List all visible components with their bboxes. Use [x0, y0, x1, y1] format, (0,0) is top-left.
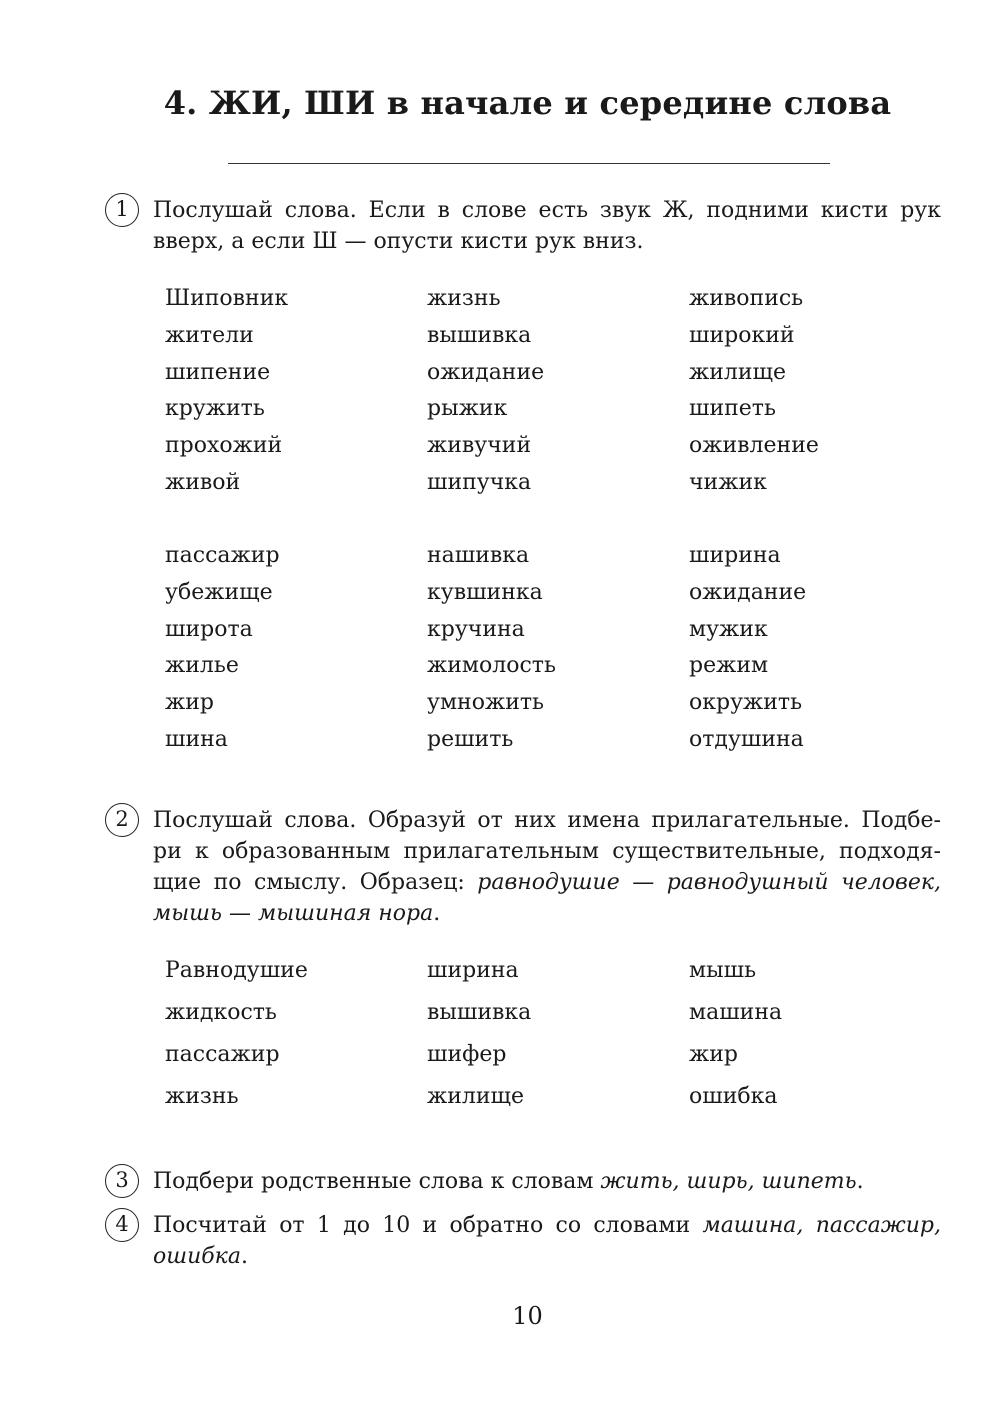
word: жимолость [427, 653, 556, 679]
word-column-2 [427, 281, 544, 502]
word: широкий [689, 322, 795, 348]
task-1-number: 1 [105, 193, 139, 227]
task-2-line-3 [153, 867, 941, 898]
word: жилище [427, 1084, 525, 1109]
word: шина [165, 726, 228, 752]
word: шипучка [427, 469, 532, 495]
word: жизнь [427, 286, 501, 311]
word: жидкость [165, 1000, 277, 1025]
word: ожидание [689, 579, 807, 605]
task-3-end: . [856, 1169, 864, 1194]
task-3-words: жить, ширь, шипеть [600, 1169, 857, 1194]
word: прохожий [165, 433, 283, 459]
word: жилье [165, 653, 239, 679]
title-divider [228, 163, 830, 164]
word: кручина [427, 616, 525, 642]
task-4-end: . [240, 1244, 248, 1269]
word: ожидание [427, 359, 545, 385]
word: шипеть [689, 396, 776, 422]
word: ширина [427, 958, 519, 983]
word-column-1 [165, 281, 288, 502]
word: машина [689, 1000, 783, 1025]
page-number: 10 [512, 1302, 543, 1330]
word: кувшинка [427, 579, 543, 605]
task-4-line-2 [153, 1241, 941, 1272]
task-2-line-3-start: щие по смыслу. Образец: [153, 870, 478, 895]
word: вышивка [427, 1000, 532, 1025]
task-4-instruction: Посчитай от 1 до 10 и обратно со словами [153, 1213, 703, 1238]
word: жир [689, 1042, 738, 1067]
word: мужик [689, 616, 768, 642]
task-3-number: 3 [105, 1164, 139, 1198]
word: окружить [689, 690, 803, 716]
word: широта [165, 616, 253, 642]
word: жизнь [165, 1084, 239, 1109]
word-column-3 [689, 538, 806, 759]
word: режим [689, 653, 769, 679]
word: Равнодушие [165, 958, 308, 983]
task-2-number: 2 [105, 803, 139, 837]
task-2-line-4-end: . [433, 901, 441, 926]
word: пассажир [165, 543, 280, 568]
word: оживление [689, 433, 819, 459]
word-column-1 [165, 538, 280, 759]
task-4-words: машина, пассажир, [702, 1213, 941, 1238]
task-1-line-2: вверх, а если Ш — опусти кисти рук вниз. [153, 229, 644, 254]
word-column-2 [427, 538, 556, 759]
word: ошибка [689, 1084, 778, 1109]
word: живучий [427, 433, 532, 459]
word: вышивка [427, 322, 532, 348]
task-4-number: 4 [105, 1208, 139, 1242]
word: жители [165, 322, 254, 348]
task-2-example-2: мышь — мышиная нора [153, 901, 434, 926]
word: жилище [689, 359, 787, 385]
word-column-3 [689, 281, 819, 502]
word: кружить [165, 396, 265, 422]
task-4-line-1 [153, 1210, 941, 1241]
task-2-text [153, 805, 941, 929]
task-4-text [153, 1210, 941, 1272]
task-4-words-2: ошибка [153, 1244, 241, 1269]
page-title: 4. ЖИ, ШИ в начале и середине слова [163, 84, 892, 122]
word: мышь [689, 958, 757, 983]
task-2-example-1: равнодушие — равнодушный человек, [477, 870, 941, 895]
word: чижик [689, 469, 767, 495]
word: Шиповник [165, 286, 289, 311]
word: ширина [689, 543, 781, 568]
task-2-line-1: Послушай слова. Образуй от них имена прилагательные. Подбе- [153, 808, 941, 833]
task-3-instruction: Подбери родственные слова к словам [153, 1169, 601, 1194]
task-1-line-1: Послушай слова. Если в слове есть звук Ж, подними кисти рук [153, 198, 941, 223]
task-3-text [153, 1166, 941, 1197]
word-column-2 [427, 950, 531, 1118]
word: решить [427, 726, 514, 752]
task-1-text [153, 195, 941, 257]
word: пассажир [165, 1042, 280, 1067]
task-2-line-4 [153, 898, 941, 929]
word: убежище [165, 579, 273, 605]
word: умножить [427, 690, 545, 716]
word: живой [165, 469, 241, 495]
word: шипение [165, 359, 271, 385]
word: рыжик [427, 396, 508, 422]
word-column-3 [689, 950, 782, 1118]
word: шифер [427, 1042, 507, 1067]
word: жир [165, 690, 214, 716]
word: нашивка [427, 543, 530, 568]
task-2-line-2: ри к образованным прилагательным существительные, подходя- [153, 839, 941, 864]
word: отдушина [689, 726, 804, 752]
word-column-1 [165, 950, 308, 1118]
word: живопись [689, 286, 804, 311]
